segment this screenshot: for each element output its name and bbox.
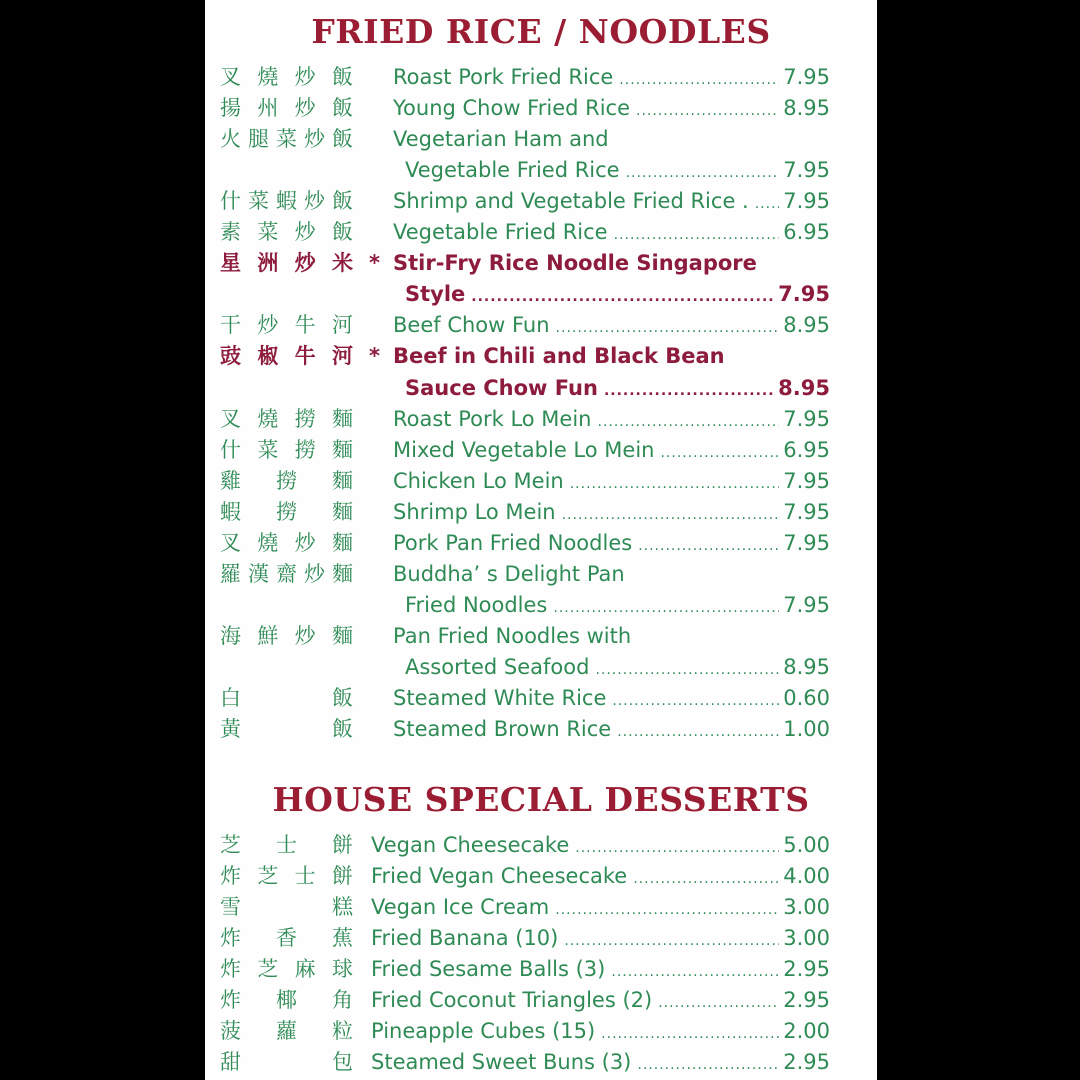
price: 7.95 <box>783 530 830 555</box>
dish-name-text: Pan Fried Noodles with <box>393 623 632 648</box>
chinese-char: 雞 <box>220 468 241 493</box>
price: 7.95 <box>783 592 830 617</box>
chinese-char: 牛 <box>294 344 316 369</box>
price: 2.95 <box>783 1050 830 1074</box>
menu-page <box>205 0 877 1080</box>
chinese-char: 芝 <box>257 864 279 888</box>
chinese-char: 米 <box>331 251 353 276</box>
price: 7.95 <box>783 499 830 524</box>
chinese-char: 菜 <box>276 127 297 152</box>
dish-name-text: Assorted Seafood <box>405 654 590 679</box>
chinese-char: 炒 <box>294 530 316 555</box>
dish-name-text: Vegetarian Ham and <box>393 127 609 152</box>
menu-item-line <box>205 466 877 497</box>
menu-item-line <box>205 621 877 652</box>
chinese-dish-name <box>220 93 353 124</box>
menu-item-line <box>205 217 877 248</box>
price: 4.00 <box>783 864 830 888</box>
chinese-char: 球 <box>331 957 353 981</box>
chinese-char: 漢 <box>248 561 269 586</box>
chinese-dish-name <box>220 124 353 155</box>
chinese-char: 麻 <box>294 957 316 981</box>
menu-item-line <box>205 497 877 528</box>
leader-dots <box>598 407 780 438</box>
chinese-char: 河 <box>331 313 353 338</box>
chinese-char: 蝦 <box>220 499 241 524</box>
leader-dots <box>637 1050 779 1080</box>
menu-item-line <box>205 590 877 621</box>
dish-name-text: Beef Chow Fun <box>393 313 550 338</box>
chinese-char: 燒 <box>257 530 279 555</box>
leader-dots <box>633 864 779 895</box>
chinese-char: 包 <box>332 1050 353 1074</box>
chinese-dish-name <box>220 404 353 435</box>
menu-item-line <box>205 923 877 954</box>
chinese-dish-name <box>220 985 353 1016</box>
dish-name <box>405 279 830 310</box>
chinese-char: 炒 <box>294 220 316 245</box>
price: 8.95 <box>783 96 830 121</box>
chinese-char: 撈 <box>276 499 297 524</box>
price: 7.95 <box>783 189 830 214</box>
chinese-char: 蕉 <box>332 926 353 950</box>
dish-name <box>393 621 631 652</box>
dish-name-text: Style <box>405 282 466 307</box>
dish-name <box>393 404 830 435</box>
leader-dots <box>575 833 779 864</box>
leader-dots <box>658 988 779 1019</box>
chinese-char: 飯 <box>331 65 353 89</box>
chinese-char: 撈 <box>276 468 297 493</box>
chinese-char: 椒 <box>257 344 279 369</box>
menu-item-line <box>205 528 877 559</box>
chinese-char: 叉 <box>220 65 241 89</box>
dish-name <box>371 1016 830 1047</box>
menu-item-line <box>205 248 877 279</box>
dish-name-text: Vegan Cheesecake <box>371 833 570 857</box>
chinese-char: 椰 <box>276 988 297 1012</box>
chinese-dish-name <box>220 466 353 497</box>
menu-item-line <box>205 62 877 93</box>
price: 3.00 <box>783 926 830 950</box>
chinese-char: 麵 <box>331 623 353 648</box>
dish-name <box>393 528 830 559</box>
chinese-char: 糕 <box>332 895 353 919</box>
chinese-char: 菜 <box>257 437 279 462</box>
dish-name <box>371 861 830 892</box>
dish-name-text: Buddha’ s Delight Pan <box>393 561 625 586</box>
chinese-dish-name <box>220 621 353 652</box>
chinese-char: 河 <box>331 344 353 369</box>
chinese-char: 飯 <box>332 189 353 214</box>
chinese-dish-name <box>220 310 353 341</box>
dish-name-text: Vegan Ice Cream <box>371 895 550 919</box>
price: 2.00 <box>783 1019 830 1043</box>
menu-item-line <box>205 652 877 683</box>
chinese-char: 火 <box>220 127 241 152</box>
dish-name-text: Roast Pork Lo Mein <box>393 406 592 431</box>
leader-dots <box>611 957 779 988</box>
fried-rice-noodles-heading: FRIED RICE / NOODLES <box>311 12 771 51</box>
dish-name <box>393 497 830 528</box>
leader-dots <box>619 65 779 96</box>
leader-dots <box>660 438 779 469</box>
menu-item-line <box>205 93 877 124</box>
chinese-char: 豉 <box>220 344 241 369</box>
chinese-char: 麵 <box>331 530 353 555</box>
dish-name-text: Shrimp Lo Mein <box>393 499 556 524</box>
chinese-dish-name <box>220 861 353 892</box>
dish-name <box>393 62 830 93</box>
chinese-char: 菠 <box>220 1019 241 1043</box>
chinese-dish-name <box>220 954 353 985</box>
menu-item-line <box>205 830 877 861</box>
dish-name-text: Fried Sesame Balls (3) <box>371 957 606 981</box>
menu-item-line <box>205 155 877 186</box>
chinese-char: 干 <box>220 313 241 338</box>
chinese-char: 炒 <box>304 127 325 152</box>
dish-name <box>405 590 830 621</box>
chinese-char: 齋 <box>276 561 297 586</box>
spicy-star-marker: * <box>369 251 380 276</box>
chinese-dish-name <box>220 62 353 93</box>
dish-name <box>393 93 830 124</box>
menu-item-line <box>205 985 877 1016</box>
price: 0.60 <box>783 686 830 710</box>
chinese-char: 牛 <box>294 313 316 338</box>
leader-dots <box>601 1019 779 1050</box>
price: 6.95 <box>783 220 830 245</box>
chinese-char: 羅 <box>220 561 241 586</box>
leader-dots <box>556 313 780 344</box>
dish-name-text: Pineapple Cubes (15) <box>371 1019 596 1043</box>
chinese-dish-name <box>220 683 353 714</box>
chinese-char: 麵 <box>332 561 353 586</box>
dish-name <box>371 830 830 861</box>
price: 6.95 <box>783 437 830 462</box>
dish-name-text: Mixed Vegetable Lo Mein <box>393 437 655 462</box>
leader-dots <box>626 158 780 189</box>
dish-name-text: Young Chow Fried Rice <box>393 96 631 121</box>
house-special-desserts-heading: HOUSE SPECIAL DESSERTS <box>272 780 810 819</box>
price: 2.95 <box>783 988 830 1012</box>
chinese-dish-name <box>220 217 353 248</box>
chinese-dish-name <box>220 830 353 861</box>
chinese-char: 蘿 <box>276 1019 297 1043</box>
menu-item-line <box>205 404 877 435</box>
chinese-dish-name <box>220 341 353 372</box>
dish-name <box>393 124 609 155</box>
menu-item-line <box>205 435 877 466</box>
dish-name <box>393 341 725 372</box>
price: 8.95 <box>778 375 830 400</box>
dish-name-text: Steamed White Rice <box>393 686 607 710</box>
dish-name-text: Fried Noodles <box>405 592 548 617</box>
chinese-dish-name <box>220 714 353 745</box>
chinese-char: 叉 <box>220 406 241 431</box>
chinese-dish-name <box>220 892 353 923</box>
chinese-char: 州 <box>257 96 279 121</box>
chinese-dish-name <box>220 528 353 559</box>
chinese-char: 炸 <box>220 988 241 1012</box>
price: 8.95 <box>783 654 830 679</box>
dish-name <box>371 923 830 954</box>
dish-name-text: Fried Banana (10) <box>371 926 559 950</box>
chinese-char: 麵 <box>332 468 353 493</box>
chinese-char: 什 <box>220 189 241 214</box>
dish-name-text: Steamed Sweet Buns (3) <box>371 1050 632 1074</box>
dish-name <box>393 217 830 248</box>
chinese-dish-name <box>220 435 353 466</box>
chinese-char: 麵 <box>331 406 353 431</box>
chinese-char: 菜 <box>257 220 279 245</box>
chinese-dish-name <box>220 1016 353 1047</box>
chinese-char: 飯 <box>332 717 353 742</box>
dish-name <box>371 1047 830 1078</box>
dish-name-text: Fried Coconut Triangles (2) <box>371 988 653 1012</box>
price: 1.00 <box>783 717 830 742</box>
price: 3.00 <box>783 895 830 919</box>
price: 5.00 <box>783 833 830 857</box>
leader-dots <box>604 376 774 407</box>
chinese-char: 炒 <box>294 65 316 89</box>
chinese-dish-name <box>220 923 353 954</box>
leader-dots <box>755 189 780 220</box>
dish-name-text: Shrimp and Vegetable Fried Rice . <box>393 189 749 214</box>
chinese-char: 炸 <box>220 926 241 950</box>
chinese-char: 炒 <box>294 96 316 121</box>
chinese-char: 飯 <box>331 96 353 121</box>
chinese-char: 鮮 <box>257 623 279 648</box>
leader-dots <box>553 593 779 624</box>
leader-dots <box>617 717 779 748</box>
menu-item-line <box>205 1047 877 1078</box>
chinese-char: 飯 <box>331 220 353 245</box>
chinese-char: 麵 <box>332 499 353 524</box>
dish-name-text: Vegetable Fried Rice <box>393 220 608 245</box>
chinese-char: 士 <box>294 864 316 888</box>
menu-item-line <box>205 310 877 341</box>
leader-dots <box>614 220 780 251</box>
chinese-char: 炸 <box>220 957 241 981</box>
menu-item-line <box>205 892 877 923</box>
chinese-dish-name <box>220 1047 353 1078</box>
chinese-char: 粒 <box>332 1019 353 1043</box>
dish-name-text: Pork Pan Fried Noodles <box>393 530 633 555</box>
menu-item-line <box>205 954 877 985</box>
leader-dots <box>612 686 779 717</box>
dish-name <box>405 155 830 186</box>
dish-name <box>393 310 830 341</box>
chinese-char: 甜 <box>220 1050 241 1074</box>
dish-name-text: Beef in Chili and Black Bean <box>393 344 725 369</box>
chinese-char: 炒 <box>304 561 325 586</box>
dish-name <box>371 985 830 1016</box>
dish-name-text: Chicken Lo Mein <box>393 468 564 493</box>
leader-dots <box>638 531 779 562</box>
chinese-char: 炒 <box>304 189 325 214</box>
chinese-char: 素 <box>220 220 241 245</box>
chinese-char: 炒 <box>294 623 316 648</box>
chinese-dish-name <box>220 186 353 217</box>
price: 8.95 <box>783 313 830 338</box>
dish-name <box>393 435 830 466</box>
dish-name <box>393 714 830 745</box>
menu-item-line <box>205 279 877 310</box>
chinese-char: 餅 <box>331 864 353 888</box>
spicy-star-marker: * <box>369 344 380 369</box>
leader-dots <box>555 895 779 926</box>
chinese-char: 燒 <box>257 406 279 431</box>
dish-name <box>393 559 625 590</box>
chinese-char: 什 <box>220 437 241 462</box>
chinese-char: 香 <box>276 926 297 950</box>
dish-name-text: Fried Vegan Cheesecake <box>371 864 628 888</box>
chinese-char: 撈 <box>294 406 316 431</box>
menu-item-line <box>205 683 877 714</box>
chinese-char: 叉 <box>220 530 241 555</box>
menu-item-line <box>205 124 877 155</box>
menu-item-line <box>205 1016 877 1047</box>
dish-name-text: Vegetable Fried Rice <box>405 158 620 183</box>
chinese-char: 芝 <box>257 957 279 981</box>
dish-name <box>393 186 830 217</box>
price: 7.95 <box>778 282 830 307</box>
chinese-char: 撈 <box>294 437 316 462</box>
chinese-char: 餅 <box>332 833 353 857</box>
chinese-char: 黃 <box>220 717 241 742</box>
menu-item-line <box>205 714 877 745</box>
chinese-char: 炒 <box>257 313 279 338</box>
menu-item-line <box>205 373 877 404</box>
leader-dots <box>562 500 780 531</box>
menu-item-line <box>205 559 877 590</box>
leader-dots <box>564 926 779 957</box>
dish-name <box>393 683 830 714</box>
dish-name-text: Sauce Chow Fun <box>405 375 598 400</box>
chinese-char: 芝 <box>220 833 241 857</box>
chinese-char: 飯 <box>332 686 353 710</box>
chinese-char: 腿 <box>248 127 269 152</box>
menu-item-line <box>205 186 877 217</box>
dish-name <box>371 954 830 985</box>
chinese-char: 燒 <box>257 65 279 89</box>
chinese-char: 飯 <box>332 127 353 152</box>
price: 7.95 <box>783 158 830 183</box>
chinese-dish-name <box>220 248 353 279</box>
menu-item-line <box>205 861 877 892</box>
leader-dots <box>570 469 780 500</box>
menu-item-line <box>205 341 877 372</box>
price: 7.95 <box>783 65 830 89</box>
chinese-char: 菜 <box>248 189 269 214</box>
chinese-char: 海 <box>220 623 241 648</box>
price: 7.95 <box>783 468 830 493</box>
dish-name-text: Stir-Fry Rice Noodle Singapore <box>393 251 757 276</box>
chinese-char: 炸 <box>220 864 241 888</box>
chinese-char: 士 <box>276 833 297 857</box>
leader-dots <box>471 282 774 313</box>
chinese-char: 麵 <box>331 437 353 462</box>
chinese-char: 揚 <box>220 96 241 121</box>
dish-name <box>371 892 830 923</box>
chinese-dish-name <box>220 559 353 590</box>
chinese-char: 星 <box>220 251 241 276</box>
dish-name <box>393 248 757 279</box>
chinese-char: 洲 <box>257 251 279 276</box>
chinese-char: 炒 <box>294 251 316 276</box>
dish-name <box>405 652 830 683</box>
price: 7.95 <box>783 406 830 431</box>
chinese-char: 角 <box>332 988 353 1012</box>
chinese-char: 蝦 <box>276 189 297 214</box>
chinese-char: 雪 <box>220 895 241 919</box>
chinese-char: 白 <box>220 686 241 710</box>
dish-name <box>393 466 830 497</box>
dish-name <box>405 373 830 404</box>
dish-name-text: Steamed Brown Rice <box>393 717 612 742</box>
leader-dots <box>636 96 779 127</box>
leader-dots <box>595 655 779 686</box>
price: 2.95 <box>783 957 830 981</box>
chinese-dish-name <box>220 497 353 528</box>
dish-name-text: Roast Pork Fried Rice <box>393 65 614 89</box>
